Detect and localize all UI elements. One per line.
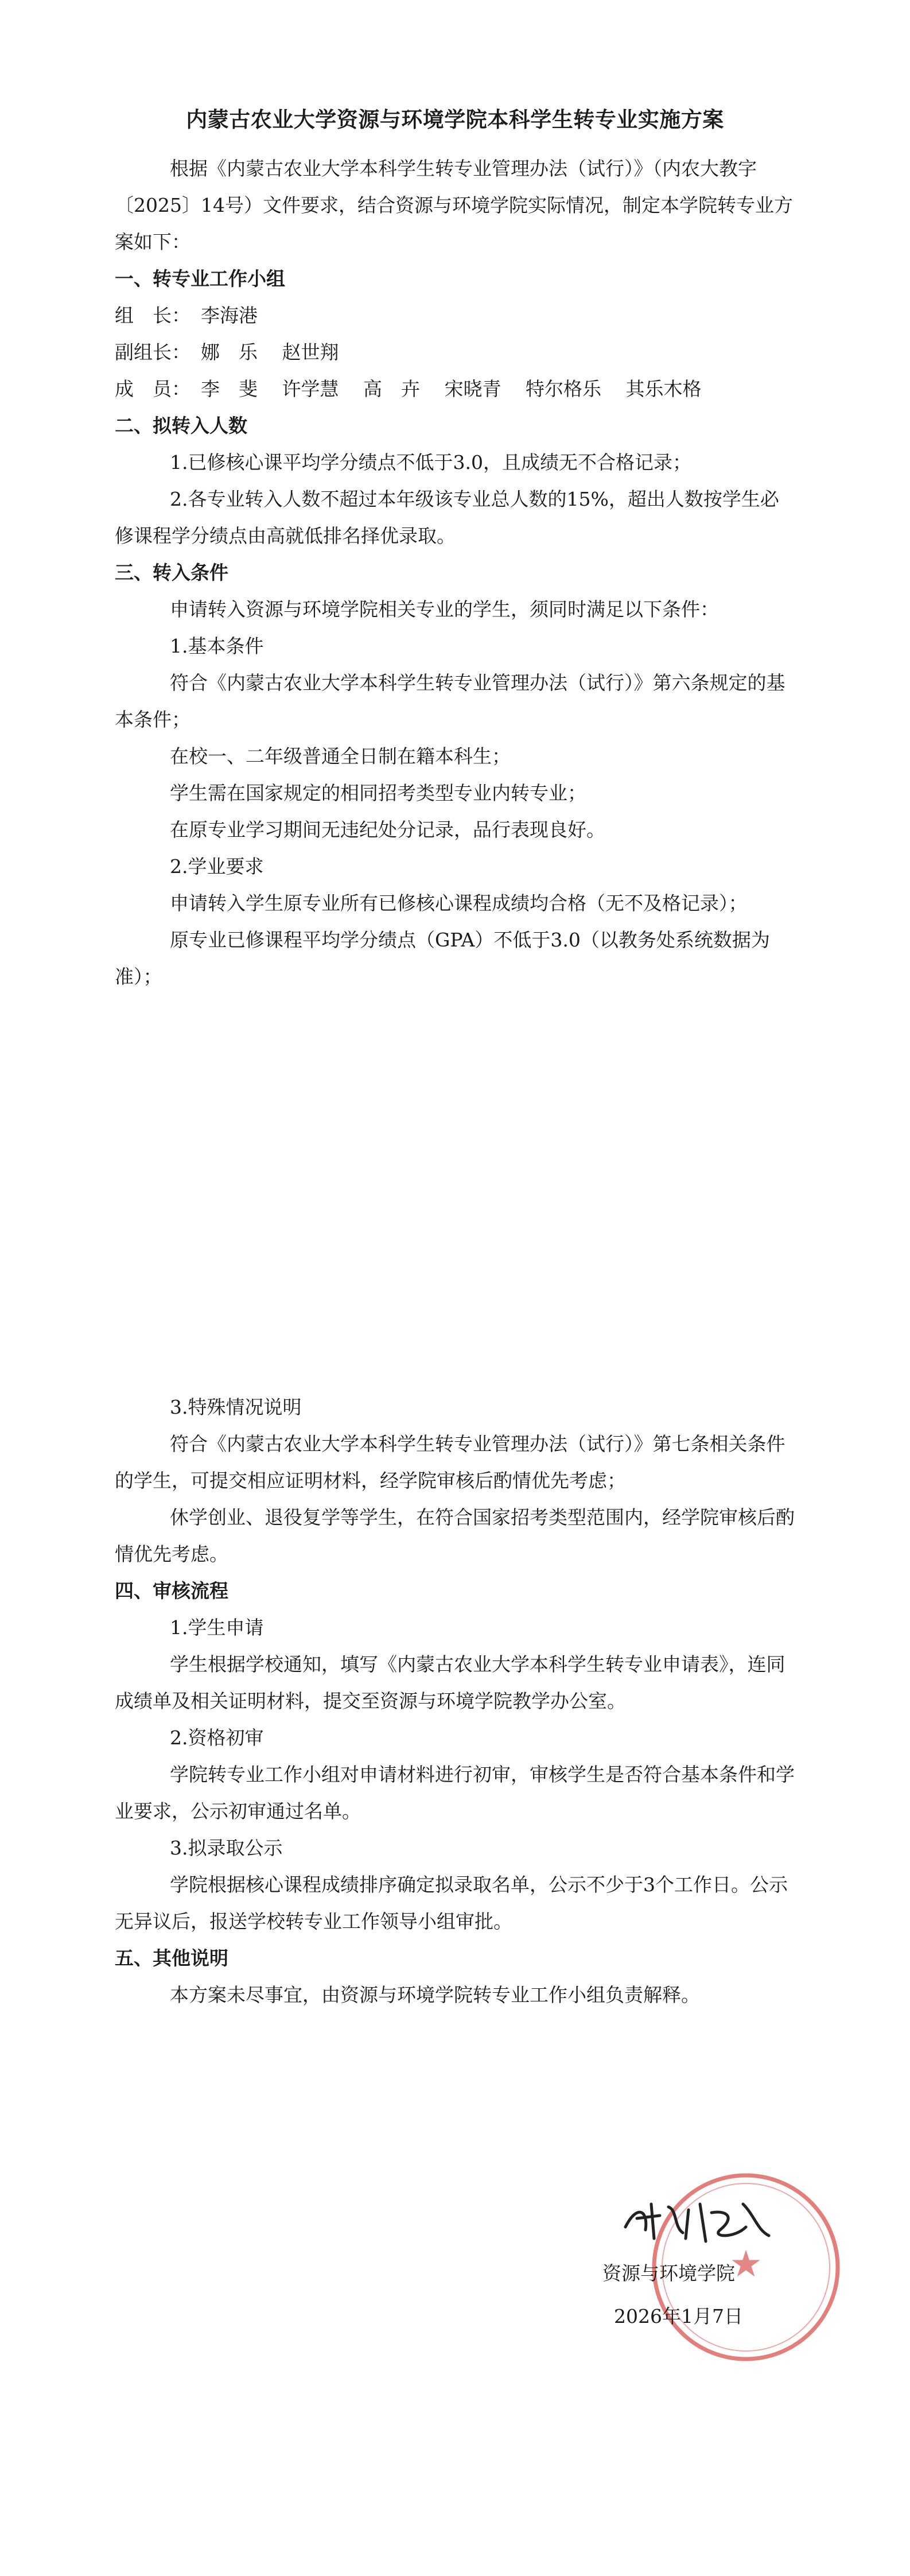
section3-sub1-item: 符合《内蒙古农业大学本科学生转专业管理办法（试行）》第六条规定的基本条件； [115,672,785,731]
deputy-row [115,334,798,371]
section3-sub2-item: 原专业已修课程平均学分绩点（GPA）不低于3.0（以教务处系统数据为准）； [115,929,770,988]
section2-heading: 二、拟转入人数 [115,414,247,437]
section3-sub3-heading: 3.特殊情况说明 [170,1396,302,1418]
document-title: 内蒙古农业大学资源与环境学院本科学生转专业实施方案 [186,107,724,132]
section4-sub3-heading: 3.拟录取公示 [170,1837,283,1859]
section2-item: 1.已修核心课平均学分绩点不低于3.0，且成绩无不合格记录； [170,451,691,474]
section1-heading: 一、转专业工作小组 [115,267,285,290]
section4-sub1-heading: 1.学生申请 [170,1616,264,1639]
deputy-name: 赵世翔 [282,341,339,363]
section3-intro: 申请转入资源与环境学院相关专业的学生，须同时满足以下条件： [170,598,719,620]
member-name: 许学慧 [282,378,339,400]
member-row [115,371,798,408]
section3-sub1-item: 学生需在国家规定的相同招考类型专业内转专业； [170,782,586,804]
section3-sub1-item: 在原专业学习期间无违纪处分记录，品行表现良好。 [170,818,605,841]
section5-heading: 五、其他说明 [115,1947,228,1969]
section3-sub3-item: 符合《内蒙古农业大学本科学生转专业管理办法（试行）》第七条相关条件的学生，可提交相应证明材料，经学院审核后酌情优先考虑； [115,1433,785,1492]
section4-heading: 四、审核流程 [115,1580,228,1602]
section2-item: 2.各专业转入人数不超过本年级该专业总人数的15%，超出人数按学生必修课程学分绩点由高就低排名择优录取。 [115,488,779,547]
section5-text: 本方案未尽事宜，由资源与环境学院转专业工作小组负责解释。 [170,1984,700,2006]
section3-sub3-item: 休学创业、退役复学等学生，在符合国家招考类型范围内，经学院审核后酌情优先考虑。 [115,1506,795,1565]
lower-body [115,1389,798,2014]
member-name: 高 卉 [363,378,420,400]
issuing-organization: 资源与环境学院 [602,2262,735,2284]
section3-sub1-item: 在校一、二年级普通全日制在籍本科生； [170,745,511,767]
issue-date: 2026年1月7日 [614,2305,743,2327]
section3-sub2-heading: 2.学业要求 [170,855,264,878]
member-name: 宋晓青 [444,378,501,400]
section3-heading: 三、转入条件 [115,561,228,584]
member-name: 李 斐 [201,378,258,400]
section4-sub2-heading: 2.资格初审 [170,1727,264,1749]
section4-sub3-text: 学院根据核心课程成绩排序确定拟录取名单，公示不少于3个工作日。公示无异议后，报送学校转专业工作领导小组审批。 [115,1873,788,1933]
svg-text:★: ★ [729,2243,763,2286]
section4-sub1-text: 学生根据学校通知，填写《内蒙古农业大学本科学生转专业申请表》，连同成绩单及相关证明材料，提交至资源与环境学院教学办公室。 [115,1653,785,1712]
deputy-name: 娜 乐 [201,341,258,363]
upper-body [115,150,798,995]
member-name: 特尔格乐 [526,378,601,400]
leader-row [115,297,798,334]
intro-paragraph: 根据《内蒙古农业大学本科学生转专业管理办法（试行）》（内农大教字〔2025〕14号）文件要求，结合资源与环境学院实际情况，制定本学院转专业方案如下： [115,157,793,253]
member-role: 成 员： [115,378,190,400]
section3-sub2-item: 申请转入学生原专业所有已修核心课程成绩均合格（无不及格记录）； [170,892,748,914]
leader-name: 李海港 [201,304,258,327]
member-name: 其乐木格 [625,378,702,400]
leader-role: 组 长： [115,304,190,327]
handwritten-signature-icon [620,2187,780,2250]
signature-area [562,2170,861,2399]
section3-sub1-heading: 1.基本条件 [170,635,264,657]
section4-sub2-text: 学院转专业工作小组对申请材料进行初审，审核学生是否符合基本条件和学业要求，公示初审通过名单。 [115,1763,795,1822]
deputy-role: 副组长： [115,341,190,363]
